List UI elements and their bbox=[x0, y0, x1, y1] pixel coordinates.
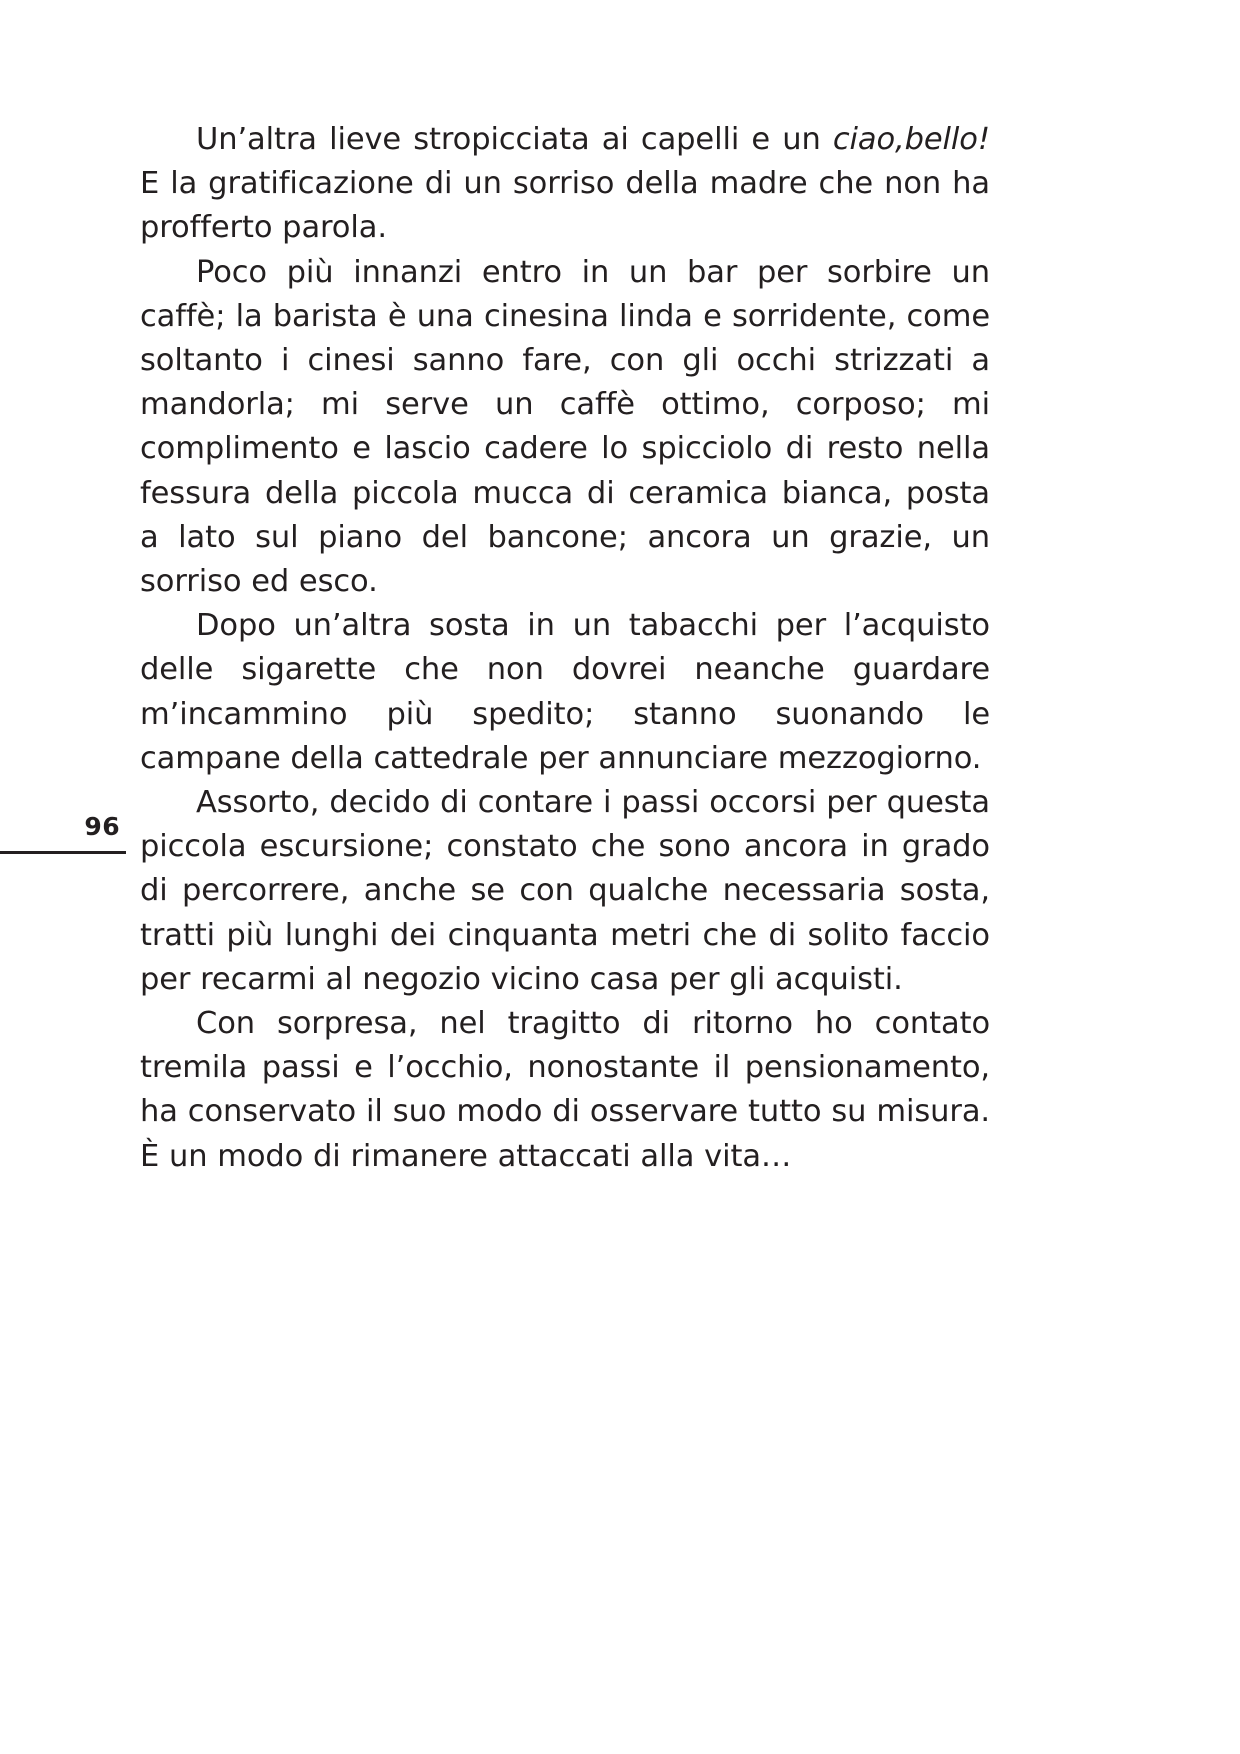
paragraph: Assorto, decido di contare i passi occorsi per questa piccola escursione; constato che sono ancora in grado di percorrere, anche se con qualche necessaria sosta, tratti più lunghi dei cinquanta metri che di solito faccio per recarmi al negozio vicino casa per gli acquisti. bbox=[140, 785, 990, 997]
paragraph: Dopo un’altra sosta in un tabacchi per l’acquisto delle sigarette che non dovrei neanche guardare m’incammino più spedito; stanno suonando le campane della cattedrale per annunciare mezzogiorno. bbox=[140, 608, 990, 776]
paragraph: Poco più innanzi entro in un bar per sorbire un caffè; la barista è una cinesina linda e sorridente, come soltanto i cinesi sanno fare, con gli occhi strizzati a mandorla; mi serve un caffè ottimo, corposo; mi complimento e lascio cadere lo spicciolo di resto nella fessura della piccola mucca di ceramica bianca, posta a lato sul piano del bancone; ancora un grazie, un sorriso ed esco. bbox=[140, 254, 990, 600]
paragraph: Un’altra lieve stropicciata ai capelli e un ciao,bello! E la gratificazione di un sorriso della madre che non ha profferto parola. bbox=[140, 122, 990, 246]
paragraph: Con sorpresa, nel tragitto di ritorno ho contato tremila passi e l’occhio, nonostante il pensionamento, ha conservato il suo modo di osservare tutto su misura. È un modo di rimanere attaccati alla vita… bbox=[140, 1006, 990, 1174]
body-text-column bbox=[140, 118, 990, 1179]
folio-rule bbox=[0, 851, 126, 854]
folio-block bbox=[0, 812, 126, 854]
italic-phrase: ciao,bello! bbox=[832, 122, 990, 157]
page-number: 96 bbox=[84, 812, 120, 841]
